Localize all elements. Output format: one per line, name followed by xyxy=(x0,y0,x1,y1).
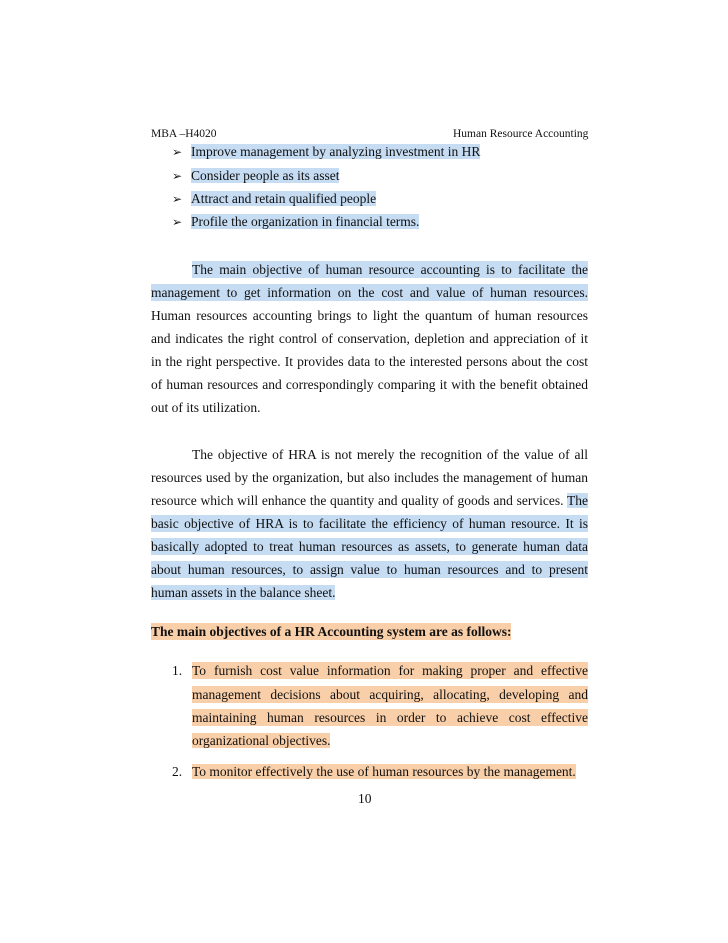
list-item: ➢ Profile the organization in financial terms. xyxy=(172,214,420,229)
list-item: ➢ Consider people as its asset xyxy=(172,168,340,183)
page-number: 10 xyxy=(358,791,372,806)
arrow-bullet-icon: ➢ xyxy=(172,169,183,183)
list-item: ➢ Attract and retain qualified people xyxy=(172,191,377,206)
section-heading: The main objectives of a HR Accounting system are as follows: xyxy=(151,624,512,639)
arrow-bullet-icon: ➢ xyxy=(172,192,183,206)
list-number: 1. xyxy=(172,663,183,678)
page-header-left: MBA –H4020 xyxy=(151,128,217,140)
page-header-right: Human Resource Accounting xyxy=(453,128,589,140)
list-item: ➢ Improve management by analyzing investment in HR xyxy=(172,144,481,159)
list-number: 2. xyxy=(172,764,183,779)
arrow-bullet-icon: ➢ xyxy=(172,145,183,159)
arrow-bullet-icon: ➢ xyxy=(172,215,183,229)
